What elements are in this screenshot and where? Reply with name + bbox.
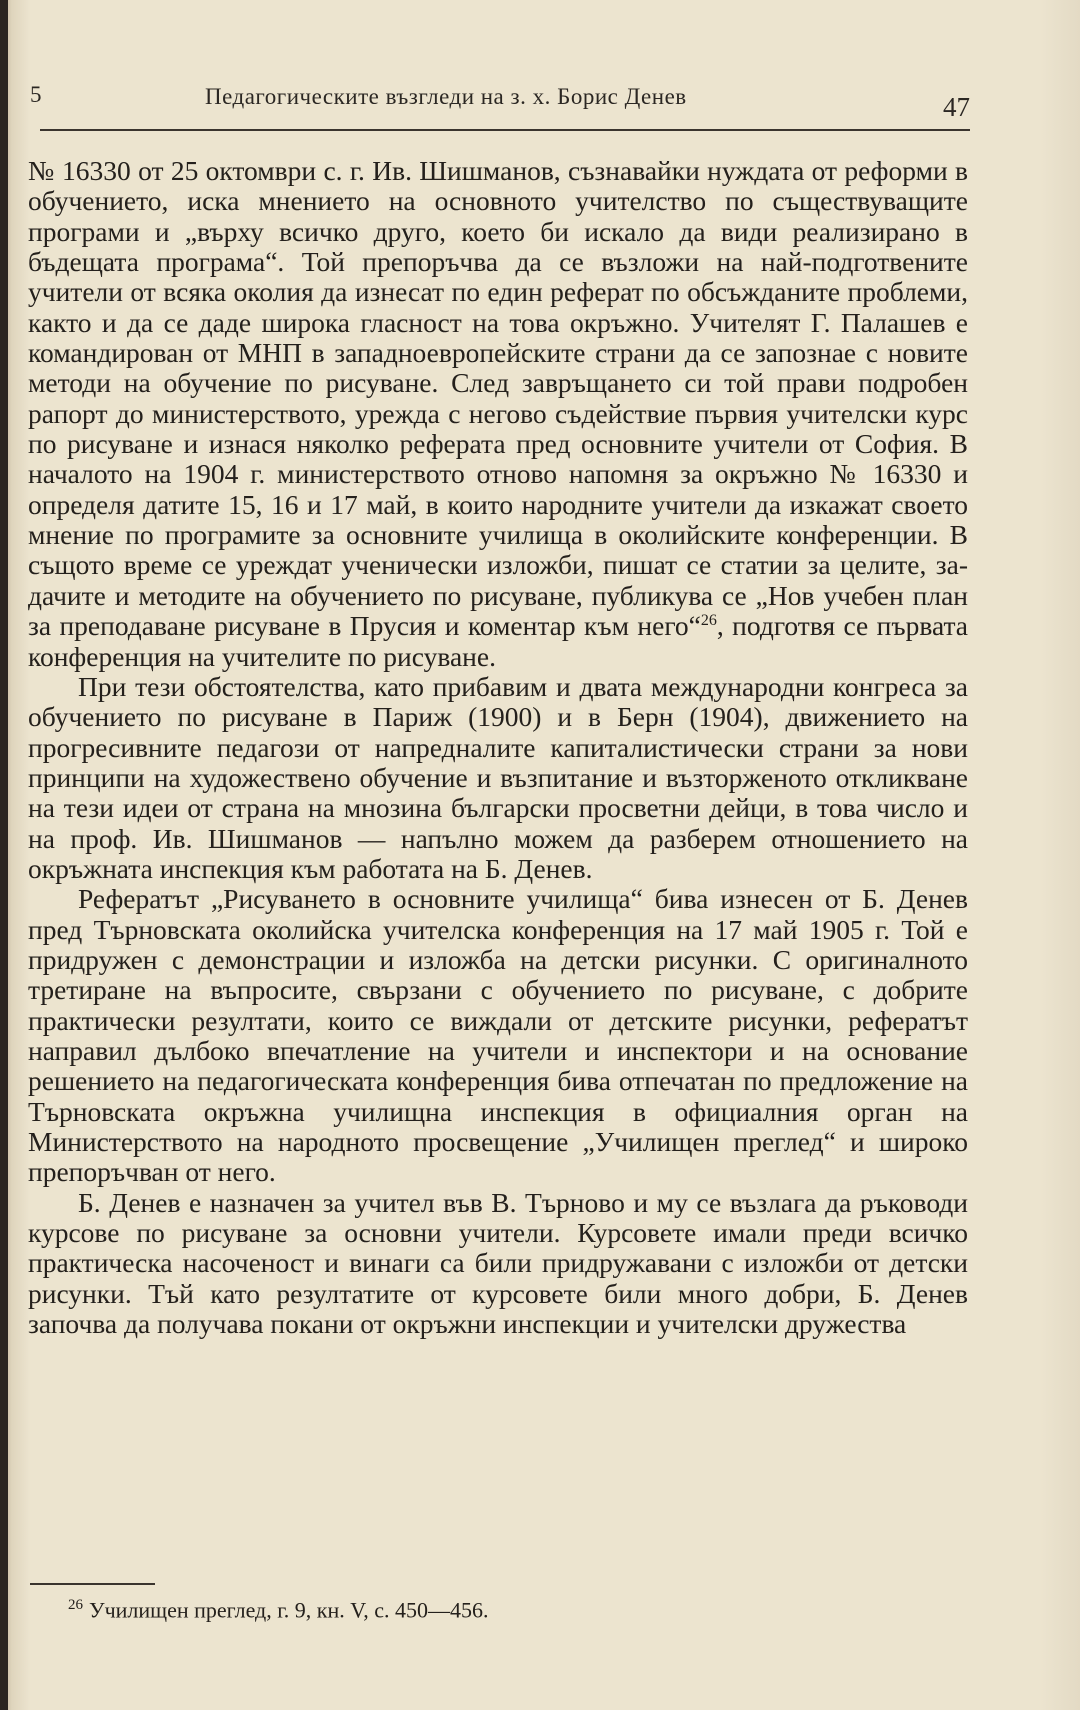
- paragraph-4: Б. Денев е назначен за учител във В. Търново и му се възлага да ръководи курсове по рисуване за основни учители. Курсовете имали преди всичко практическа насоченост и винаги са били придружавани с изложби от детски рисунки. Тъй като резултатите от курсовете били много добри, Б. Денев започва да получава покани от окръжни инспекции и учителски дружества: [28, 1186, 968, 1340]
- running-header: [30, 82, 970, 122]
- page-number: 47: [943, 92, 970, 122]
- footnote-rule: [30, 1583, 155, 1585]
- paragraph-3: Рефератът „Рисуването в основните училища“ бива изнесен от Б. Денев пред Търновската околийска учителска конференция на 17 май 1905 г. Той е придружен с демонстрации и изложба на детски рисунки. С оригиналното третиране на въпросите, свързани с обучението по рисуване, с добрите практически резултати, които се виждали от детските рисунки, рефератът направил дълбоко впечатление на учители и инспектори и на основание решението на педагогическата конференция бива отпечатан по предложение на Търновската окръжна училищна инспекция в официалния орган на Министерството на народното просвещение „Училищен преглед“ и широко препоръчван от него.: [28, 883, 968, 1188]
- header-left-mark: 5: [30, 82, 42, 107]
- page-binding-edge: [0, 0, 8, 1710]
- header-rule: [40, 129, 970, 131]
- paragraph-2: При тези обстоятелства, като прибавим и двата международни конгреса за обучението по рисуване в Париж (1900) и в Берн (1904), движението на прогресивните педагози от напредналите капиталистически страни за нови принципи на художествено обучение и възпитание и възторженото откликване на тези идеи от страна на мнозина български просветни дейци, в това число и на проф. Ив. Шишманов — напълно можем да разберем отношението на окръжната инспекция към работата на Б. Денев.: [28, 670, 968, 884]
- header-title: Педагогическите възгледи на з. х. Борис Денев: [205, 84, 687, 109]
- paragraph-1: [28, 156, 968, 672]
- footnote: [68, 1597, 768, 1623]
- footnote-reference: 26: [700, 612, 717, 629]
- paragraph-1-text-a: № 16330 от 25 октомври с. г. Ив. Шишманов, съзнавайки нуждата от реформи в обучението, иска мнението на основното учителство по съществуващите програми и „върху всичко друго, което би искало да види реализирано в бъдещата програма“. Той препоръчва да се възложи на най-подготвените учители от всяка околия да изнесат по един реферат по обсъжданите проблеми, както и да се даде широка гласност на това окръжно. Учителят Г. Палашев е командирован от МНП в западноевропейските страни да се запознае с новите методи на обучение по рисуване. След завръщането си той прави подробен рапорт до министерството, урежда с негово съдействие първия учителски курс по рисуване и изнася няколко реферата пред основните учители от София. В началото на 1904 г. министерството отново напомня за окръжно № 16330 и определя датите 15, 16 и 17 май, в които народните учители да изкажат своето мнение по програмите за основните училища в околийските конференции. В същото време се уреждат ученически изложби, пишат се статии за целите, задачите и методите на обучението по рисуване, публикува се „Нов учебен план за преподаване рисуване в Прусия и коментар към него“: [28, 155, 968, 642]
- footnote-mark: 26: [68, 1597, 83, 1613]
- footnote-text: Училищен преглед, г. 9, кн. V, с. 450—456.: [89, 1597, 489, 1623]
- body-text: [28, 156, 968, 1339]
- paragraph-1-text-b: , подготвя се първата конференция на учителите по рисуване.: [28, 610, 968, 672]
